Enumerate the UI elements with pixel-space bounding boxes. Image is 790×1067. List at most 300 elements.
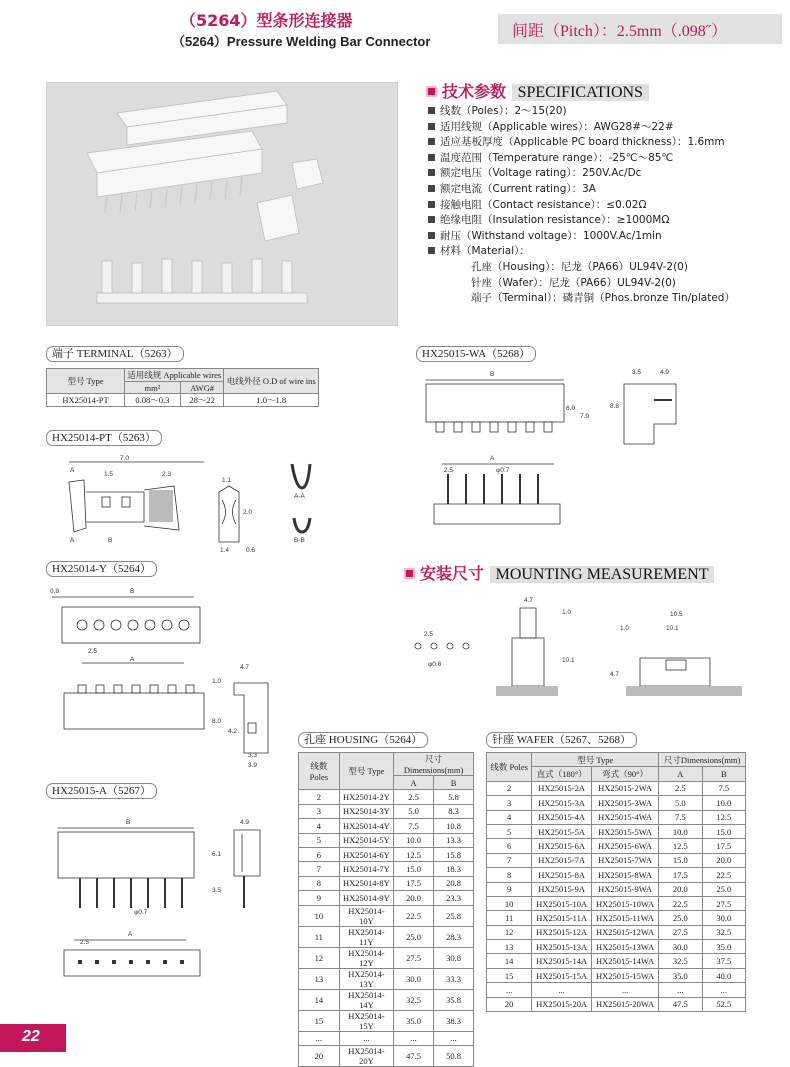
bullet-icon	[428, 201, 435, 208]
cell: 17.5	[394, 876, 434, 890]
cell: 3	[299, 804, 340, 818]
cell: 27.5	[659, 925, 702, 939]
th-poles: 线数 Poles	[487, 753, 532, 782]
cell: 35.0	[659, 968, 702, 982]
cell: HX25014-11Y	[339, 926, 394, 947]
spec-text: 额定电流（Current rating）：3A	[440, 182, 596, 195]
bullet-icon	[428, 232, 435, 239]
product-photo	[46, 82, 398, 326]
table-row	[487, 839, 746, 853]
cell: 32.5	[659, 954, 702, 968]
cell: HX25015-12WA	[591, 925, 658, 939]
table-row	[299, 989, 474, 1010]
cell: HX25015-7A	[532, 853, 592, 867]
dim-label: 1.4	[220, 547, 230, 554]
cell: 10.0	[394, 833, 434, 847]
th-wires: 适用线规 Applicable wires	[125, 369, 224, 382]
cell: HX25015-15WA	[591, 968, 658, 982]
dim-label: 2.5	[80, 939, 90, 946]
cell: 15.0	[702, 824, 745, 838]
cell: ...	[487, 983, 532, 997]
dim-label: B	[130, 588, 135, 595]
cell: 8	[487, 868, 532, 882]
cell: HX25015-11WA	[591, 911, 658, 925]
housing-label: 孔座 HOUSING（5264）	[298, 732, 428, 748]
square-bullet-icon	[426, 86, 437, 97]
y-label: HX25014-Y（5264）	[46, 561, 157, 577]
cell: 20.0	[394, 891, 434, 905]
cell: 30.8	[434, 947, 474, 968]
spec-text: 温度范围（Temperature range）：-25℃～85℃	[440, 151, 674, 164]
bullet-icon	[428, 154, 435, 161]
wa-label: HX25015-WA（5268）	[416, 346, 536, 362]
dim-label: A-A	[294, 493, 305, 500]
cell: 20.0	[659, 882, 702, 896]
square-bullet-icon	[404, 568, 415, 579]
spec-text: 接触电阻（Contact resistance）：≤0.02Ω	[440, 198, 647, 211]
cell: HX25015-13A	[532, 940, 592, 954]
cell: 14	[299, 989, 340, 1010]
th-dim: 尺寸Dimensions(mm)	[394, 753, 474, 776]
table-row	[299, 847, 474, 861]
dim-label: 4.7	[524, 597, 534, 604]
cell: 12	[299, 947, 340, 968]
table-row	[487, 824, 746, 838]
cell: HX25015-20A	[532, 997, 592, 1011]
dim-label: 8.0	[212, 718, 222, 725]
cell: 37.5	[702, 954, 745, 968]
cell: 30.0	[394, 968, 434, 989]
specs-heading-en: SPECIFICATIONS	[512, 84, 649, 101]
dim-label: 3.3	[248, 752, 258, 759]
table-row	[487, 954, 746, 968]
spec-text: 线数（Poles）：2～15(20)	[440, 105, 567, 117]
dim-label: 2.0	[243, 509, 253, 516]
cell: HX25015-7WA	[591, 853, 658, 867]
table-row	[299, 819, 474, 833]
cell: HX25015-8A	[532, 868, 592, 882]
th-b: B	[434, 776, 474, 790]
cell: HX25014-PT	[47, 394, 125, 407]
table-row	[299, 790, 474, 804]
cell: 32.5	[394, 989, 434, 1010]
cell: 27.5	[394, 947, 434, 968]
table-row	[487, 796, 746, 810]
cell: 2.5	[659, 781, 702, 795]
cell: 2	[487, 781, 532, 795]
cell: ...	[659, 983, 702, 997]
cell: HX25015-2A	[532, 781, 592, 795]
cell: 7	[299, 862, 340, 876]
bullet-icon	[428, 247, 435, 254]
cell: 15.8	[434, 847, 474, 861]
cell: ...	[434, 1031, 474, 1045]
th-b: B	[702, 767, 745, 781]
cell: 10	[487, 896, 532, 910]
table-row	[299, 862, 474, 876]
cell: 17.5	[659, 868, 702, 882]
cell: 25.0	[702, 882, 745, 896]
dim-label: 4.7	[610, 671, 620, 678]
dim-label: 1.5	[104, 471, 114, 478]
cell: HX25014-20Y	[339, 1045, 394, 1066]
spec-text: 额定电压（Voltage rating）：250V.Ac/Dc	[440, 167, 642, 180]
cell: 13	[487, 940, 532, 954]
cell: 10.8	[434, 819, 474, 833]
bullet-icon	[428, 123, 435, 130]
table-row	[487, 882, 746, 896]
cell: 15	[299, 1010, 340, 1031]
mount-heading-en: MOUNTING MEASUREMENT	[490, 566, 715, 583]
cell: 33.3	[434, 968, 474, 989]
table-row	[487, 896, 746, 910]
cell: 5.8	[434, 790, 474, 804]
cell: 11	[487, 911, 532, 925]
cell: 30.0	[702, 911, 745, 925]
cell: 47.5	[659, 997, 702, 1011]
dim-label: B	[126, 819, 131, 826]
th-type: 型号 Type	[339, 753, 394, 790]
dim-label: φ0.7	[496, 467, 510, 474]
cell: 17.5	[702, 839, 745, 853]
th-type: 型号 Type	[47, 369, 125, 394]
cell: HX25014-14Y	[339, 989, 394, 1010]
dim-label: A	[130, 656, 135, 663]
title-en: （5264）Pressure Welding Bar Connector	[172, 34, 431, 49]
cell: 20.8	[434, 876, 474, 890]
mount-heading	[404, 561, 714, 584]
spec-item	[428, 198, 735, 214]
cell: 35.8	[434, 989, 474, 1010]
pt-label: HX25014-PT（5263）	[46, 430, 162, 446]
cell: HX25015-8WA	[591, 868, 658, 882]
cell: HX25014-8Y	[339, 876, 394, 890]
cell: 6	[299, 847, 340, 861]
cell: 12.5	[394, 847, 434, 861]
table-row	[487, 853, 746, 867]
dim-label: 7.9	[580, 413, 590, 420]
table-row	[299, 947, 474, 968]
cell: 25.8	[434, 905, 474, 926]
spec-item	[428, 151, 735, 167]
table-row	[299, 968, 474, 989]
housing-drawing	[44, 583, 284, 773]
spec-list	[428, 104, 735, 307]
cell: 18.3	[434, 862, 474, 876]
th-a: A	[659, 767, 702, 781]
spec-text: 材料（Material）：	[440, 245, 530, 258]
mounting-drawing	[404, 588, 750, 718]
cell: HX25014-6Y	[339, 847, 394, 861]
cell: HX25015-6WA	[591, 839, 658, 853]
th-awg: AWG#	[180, 382, 224, 394]
spec-item	[428, 213, 735, 229]
dim-label: 8.8	[610, 403, 620, 410]
bullet-icon	[428, 107, 435, 114]
dim-label: 7.0	[120, 455, 130, 462]
cell: 15.0	[659, 853, 702, 867]
table-row	[487, 968, 746, 982]
cell: 1.0～1.8	[224, 394, 319, 407]
bullet-icon	[428, 138, 435, 145]
spec-item	[428, 104, 735, 120]
cell: 10.0	[659, 824, 702, 838]
dim-label: 3.5	[632, 369, 642, 376]
table-row	[299, 1010, 474, 1031]
cell: 7	[487, 853, 532, 867]
dim-label: 4.9	[240, 819, 250, 826]
cell: HX25014-12Y	[339, 947, 394, 968]
dim-label: 2.3	[162, 471, 172, 478]
spec-item	[428, 135, 735, 151]
table-row	[299, 804, 474, 818]
spec-item	[428, 166, 735, 182]
cell: 5.0	[394, 804, 434, 818]
cell: ...	[591, 983, 658, 997]
dim-label: A	[128, 931, 133, 938]
cell: 7.5	[702, 781, 745, 795]
cell: HX25014-7Y	[339, 862, 394, 876]
spec-item	[428, 182, 735, 198]
terminal-label: 端子 TERMINAL（5263）	[46, 346, 184, 362]
cell: HX25015-3WA	[591, 796, 658, 810]
cell: 0.08～0.3	[125, 394, 181, 407]
cell: 28.3	[434, 926, 474, 947]
dim-label: 4.7	[240, 664, 250, 671]
cell: 47.5	[394, 1045, 434, 1066]
cell: 35.0	[702, 940, 745, 954]
cell: 6	[487, 839, 532, 853]
spec-item	[428, 120, 735, 136]
dim-label: 10.1	[666, 625, 679, 632]
th-poles: 线数 Poles	[299, 753, 340, 790]
cell: HX25015-5WA	[591, 824, 658, 838]
dim-label: 0.8	[50, 588, 60, 595]
cell: ...	[532, 983, 592, 997]
cell: 20	[299, 1045, 340, 1066]
cell: 40.0	[702, 968, 745, 982]
wafer-label: 针座 WAFER（5267、5268）	[486, 732, 637, 748]
table-row	[487, 997, 746, 1011]
specs-heading-zh: 技术参数	[442, 82, 507, 101]
spec-item	[428, 229, 735, 245]
th-od: 电线外径 O.D of wire ins	[224, 369, 319, 394]
table-row	[487, 868, 746, 882]
cell: HX25015-13WA	[591, 940, 658, 954]
bullet-icon	[428, 185, 435, 192]
dim-label: A	[70, 537, 75, 544]
dim-label: 2.5	[424, 631, 434, 638]
cell: 52.5	[702, 997, 745, 1011]
material-wafer: 针座（Wafer）：尼龙（PA66）UL94V-2(0)	[471, 276, 676, 289]
cell: 8.3	[434, 804, 474, 818]
cell: 32.5	[702, 925, 745, 939]
cell: HX25015-20WA	[591, 997, 658, 1011]
wafer-table	[486, 752, 746, 1012]
dim-label: φ0.8	[428, 661, 442, 668]
cell: 5	[299, 833, 340, 847]
cell: 15	[487, 968, 532, 982]
dim-label: 2.5	[444, 467, 454, 474]
cell: HX25014-2Y	[339, 790, 394, 804]
dim-label: A	[70, 467, 75, 474]
cell: HX25015-14WA	[591, 954, 658, 968]
spec-text: 耐压（Withstand voltage）：1000V.Ac/1min	[440, 229, 662, 242]
cell: HX25015-9A	[532, 882, 592, 896]
cell: HX25015-15A	[532, 968, 592, 982]
cell: HX25015-11A	[532, 911, 592, 925]
th-type: 型号 Type	[532, 753, 659, 767]
table-row	[299, 1045, 474, 1066]
table-row	[487, 911, 746, 925]
cell: ...	[702, 983, 745, 997]
cell: HX25015-6A	[532, 839, 592, 853]
cell: ...	[299, 1031, 340, 1045]
cell: 13.3	[434, 833, 474, 847]
cell: 7.5	[659, 810, 702, 824]
terminal-table	[46, 368, 319, 407]
material-terminal: 端子（Terminal）：磷青铜（Phos.bronze Tin/plated）	[471, 292, 735, 305]
cell: 12	[487, 925, 532, 939]
dim-label: 10.5	[670, 611, 683, 618]
cell: HX25014-10Y	[339, 905, 394, 926]
cell: 11	[299, 926, 340, 947]
spec-text: 绝缘电阻（Insulation resistance）：≥1000MΩ	[440, 214, 670, 227]
cell: ...	[339, 1031, 394, 1045]
housing-table	[298, 752, 474, 1067]
table-row	[299, 833, 474, 847]
cell: 38.3	[434, 1010, 474, 1031]
cell: 2.5	[394, 790, 434, 804]
cell: 25.0	[394, 926, 434, 947]
cell: HX25015-5A	[532, 824, 592, 838]
cell: 20.0	[702, 853, 745, 867]
dim-label: A	[490, 455, 495, 462]
bullet-icon	[428, 216, 435, 223]
table-row	[47, 394, 319, 407]
cell: 22.5	[702, 868, 745, 882]
material-housing: 孔座（Housing）：尼龙（PA66）UL94V-2(0)	[471, 260, 688, 273]
th-a: A	[394, 776, 434, 790]
cell: 4	[299, 819, 340, 833]
pitch-banner: 间距（Pitch）：2.5mm（.098˝）	[498, 14, 782, 44]
dim-label: 0.6	[246, 547, 256, 554]
cell: 9	[487, 882, 532, 896]
dim-label: 6.0	[566, 405, 576, 412]
cell: HX25015-9WA	[591, 882, 658, 896]
table-row	[299, 905, 474, 926]
a-label: HX25015-A（5267）	[46, 783, 157, 799]
specs-heading	[426, 79, 649, 102]
cell: HX25015-14A	[532, 954, 592, 968]
cell: 2	[299, 790, 340, 804]
cell: 5	[487, 824, 532, 838]
terminal-drawing	[44, 452, 344, 560]
table-row	[487, 810, 746, 824]
cell: 4	[487, 810, 532, 824]
cell: 23.3	[434, 891, 474, 905]
cell: 27.5	[702, 896, 745, 910]
cell: ...	[394, 1031, 434, 1045]
mount-heading-zh: 安装尺寸	[420, 564, 485, 583]
cell: HX25015-3A	[532, 796, 592, 810]
cell: 12.5	[702, 810, 745, 824]
cell: HX25014-15Y	[339, 1010, 394, 1031]
cell: HX25015-10WA	[591, 896, 658, 910]
cell: 20	[487, 997, 532, 1011]
cell: 10	[299, 905, 340, 926]
cell: HX25014-5Y	[339, 833, 394, 847]
table-row	[299, 926, 474, 947]
dim-label: 6.1	[212, 851, 222, 858]
spec-text: 适用线规（Applicable wires）：AWG28#～22#	[440, 120, 674, 133]
dim-label: 3.5	[212, 887, 222, 894]
table-row	[487, 983, 746, 997]
cell: 15.0	[394, 862, 434, 876]
table-row	[299, 876, 474, 890]
cell: 50.8	[434, 1045, 474, 1066]
dim-label: 1.0	[620, 625, 630, 632]
spec-item	[428, 244, 735, 260]
cell: 22.5	[394, 905, 434, 926]
page-number: 22	[0, 1024, 66, 1052]
dim-label: 10.1	[562, 657, 575, 664]
table-row	[487, 925, 746, 939]
dim-label: 1.0	[212, 678, 222, 685]
title-zh: （5264）型条形连接器	[180, 11, 353, 30]
dim-label: φ0.7	[134, 909, 148, 916]
dim-label: 1.0	[562, 609, 572, 616]
dim-label: B	[490, 371, 495, 378]
cell: 30.0	[659, 940, 702, 954]
cell: HX25015-4A	[532, 810, 592, 824]
cell: 3	[487, 796, 532, 810]
wafer-bent-drawing	[414, 364, 704, 554]
cell: 25.0	[659, 911, 702, 925]
bullet-icon	[428, 169, 435, 176]
cell: 13	[299, 968, 340, 989]
cell: 8	[299, 876, 340, 890]
cell: 7.5	[394, 819, 434, 833]
dim-label: B-B	[294, 537, 305, 544]
cell: HX25015-2WA	[591, 781, 658, 795]
product-photo-graphic	[47, 83, 399, 327]
cell: 5.0	[659, 796, 702, 810]
dim-label: 4.2	[228, 728, 238, 735]
cell: 10.0	[702, 796, 745, 810]
th-mm2: mm²	[125, 382, 181, 394]
dim-label: B	[108, 537, 113, 544]
th-bent: 弯式（90°）	[591, 767, 658, 781]
spec-text: 适应基板厚度（Applicable PC board thickness）：1.6mm	[440, 136, 725, 149]
cell: HX25015-4WA	[591, 810, 658, 824]
table-row	[487, 940, 746, 954]
th-dim: 尺寸Dimensions(mm)	[659, 753, 746, 767]
cell: 35.0	[394, 1010, 434, 1031]
cell: 28～22	[180, 394, 224, 407]
cell: 22.5	[659, 896, 702, 910]
cell: HX25014-4Y	[339, 819, 394, 833]
table-row	[299, 891, 474, 905]
cell: HX25014-13Y	[339, 968, 394, 989]
dim-label: 3.9	[248, 762, 258, 769]
wafer-straight-drawing	[44, 812, 280, 1022]
cell: HX25015-12A	[532, 925, 592, 939]
cell: 12.5	[659, 839, 702, 853]
table-row	[487, 781, 746, 795]
dim-label: 4.9	[660, 369, 670, 376]
cell: 14	[487, 954, 532, 968]
